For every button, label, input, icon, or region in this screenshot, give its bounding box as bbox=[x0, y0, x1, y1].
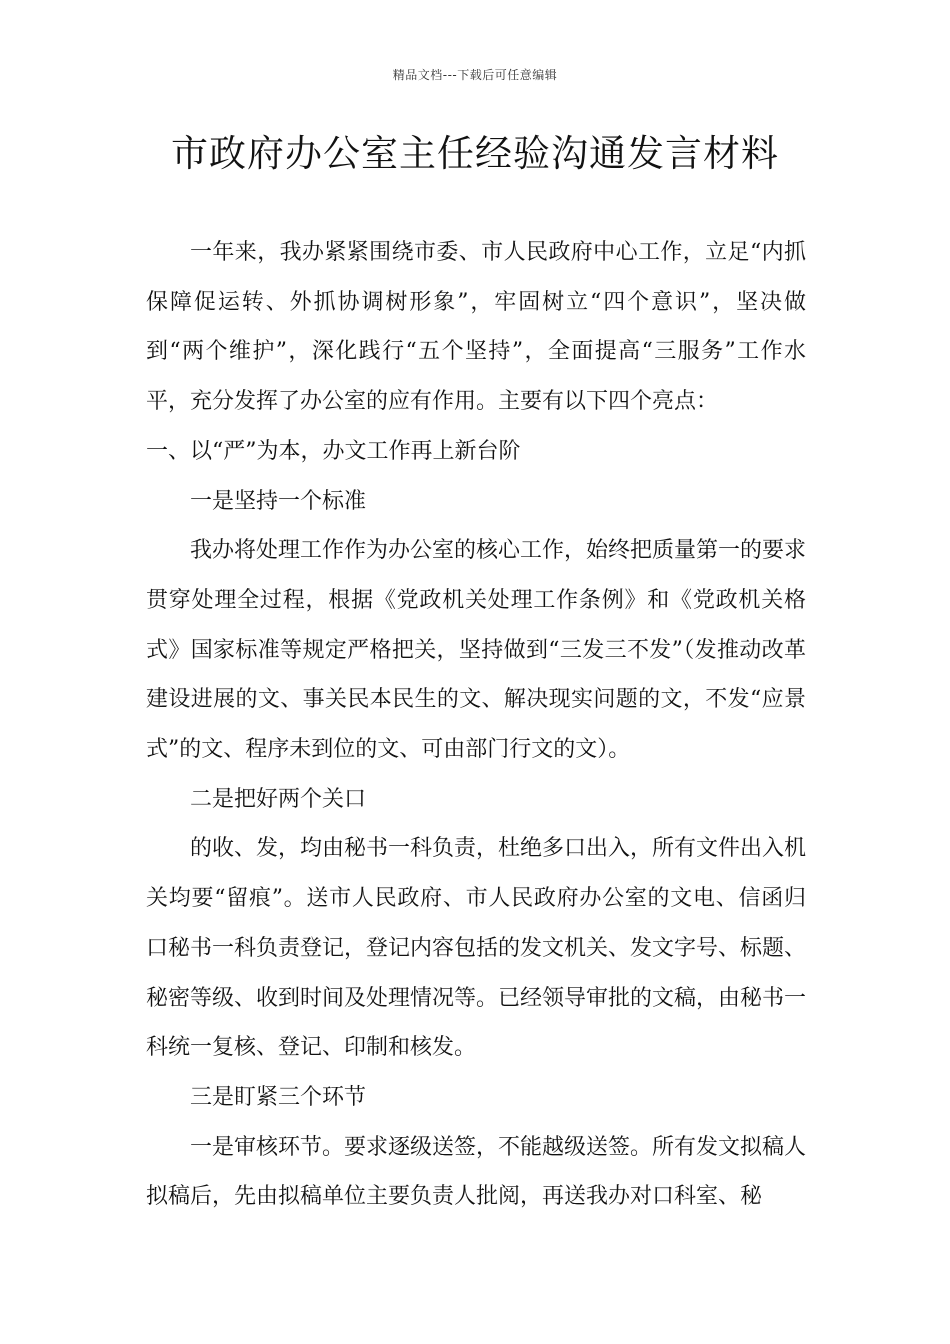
page-header: 精品文档---下载后可任意编辑 bbox=[392, 68, 558, 82]
paragraph-checkpoints: 的收、发，均由秘书一科负责，杜绝多口出入，所有文件出入机关均要“留痕”。送市人民政府、市人民政府办公室的文电、信函归口秘书一科负责登记，登记内容包括的发文机关、发文字号、标题、秘密等级、收到时间及处理情况等。已经领导审批的文稿，由秘书一科统一复核、登记、印制和核发。 bbox=[146, 836, 807, 1061]
paragraph-links: 一是审核环节。要求逐级送签，不能越级送签。所有发文拟稿人拟稿后，先由拟稿单位主要负责人批阅，再送我办对口科室、秘 bbox=[146, 1134, 807, 1210]
document-body bbox=[146, 228, 806, 1222]
paragraph-standard: 我办将处理工作作为办公室的核心工作，始终把质量第一的要求贯穿处理全过程，根据《党政机关处理工作条例》和《党政机关格式》国家标准等规定严格把关，坚持做到“三发三不发”（发推动改革建设进展的文、事关民本民生的文、解决现实问题的文，不发“应景式”的文、程序未到位的文、可由部门行文的文）。 bbox=[146, 538, 807, 763]
section-heading-1: 一、以“严”为本，办文工作再上新台阶 bbox=[146, 438, 521, 464]
document-title: 市政府办公室主任经验沟通发言材料 bbox=[171, 132, 779, 175]
subheading-checkpoints: 二是把好两个关口 bbox=[190, 786, 367, 812]
paragraph-intro: 一年来，我办紧紧围绕市委、市人民政府中心工作，立足“内抓保障促运转、外抓协调树形象”，牢固树立“四个意识”，坚决做到“两个维护”，深化践行“五个坚持”，全面提高“三服务”工作水平，充分发挥了办公室的应有作用。主要有以下四个亮点： bbox=[146, 240, 806, 415]
subheading-standard: 一是坚持一个标准 bbox=[190, 488, 367, 514]
subheading-links: 三是盯紧三个环节 bbox=[190, 1084, 367, 1110]
